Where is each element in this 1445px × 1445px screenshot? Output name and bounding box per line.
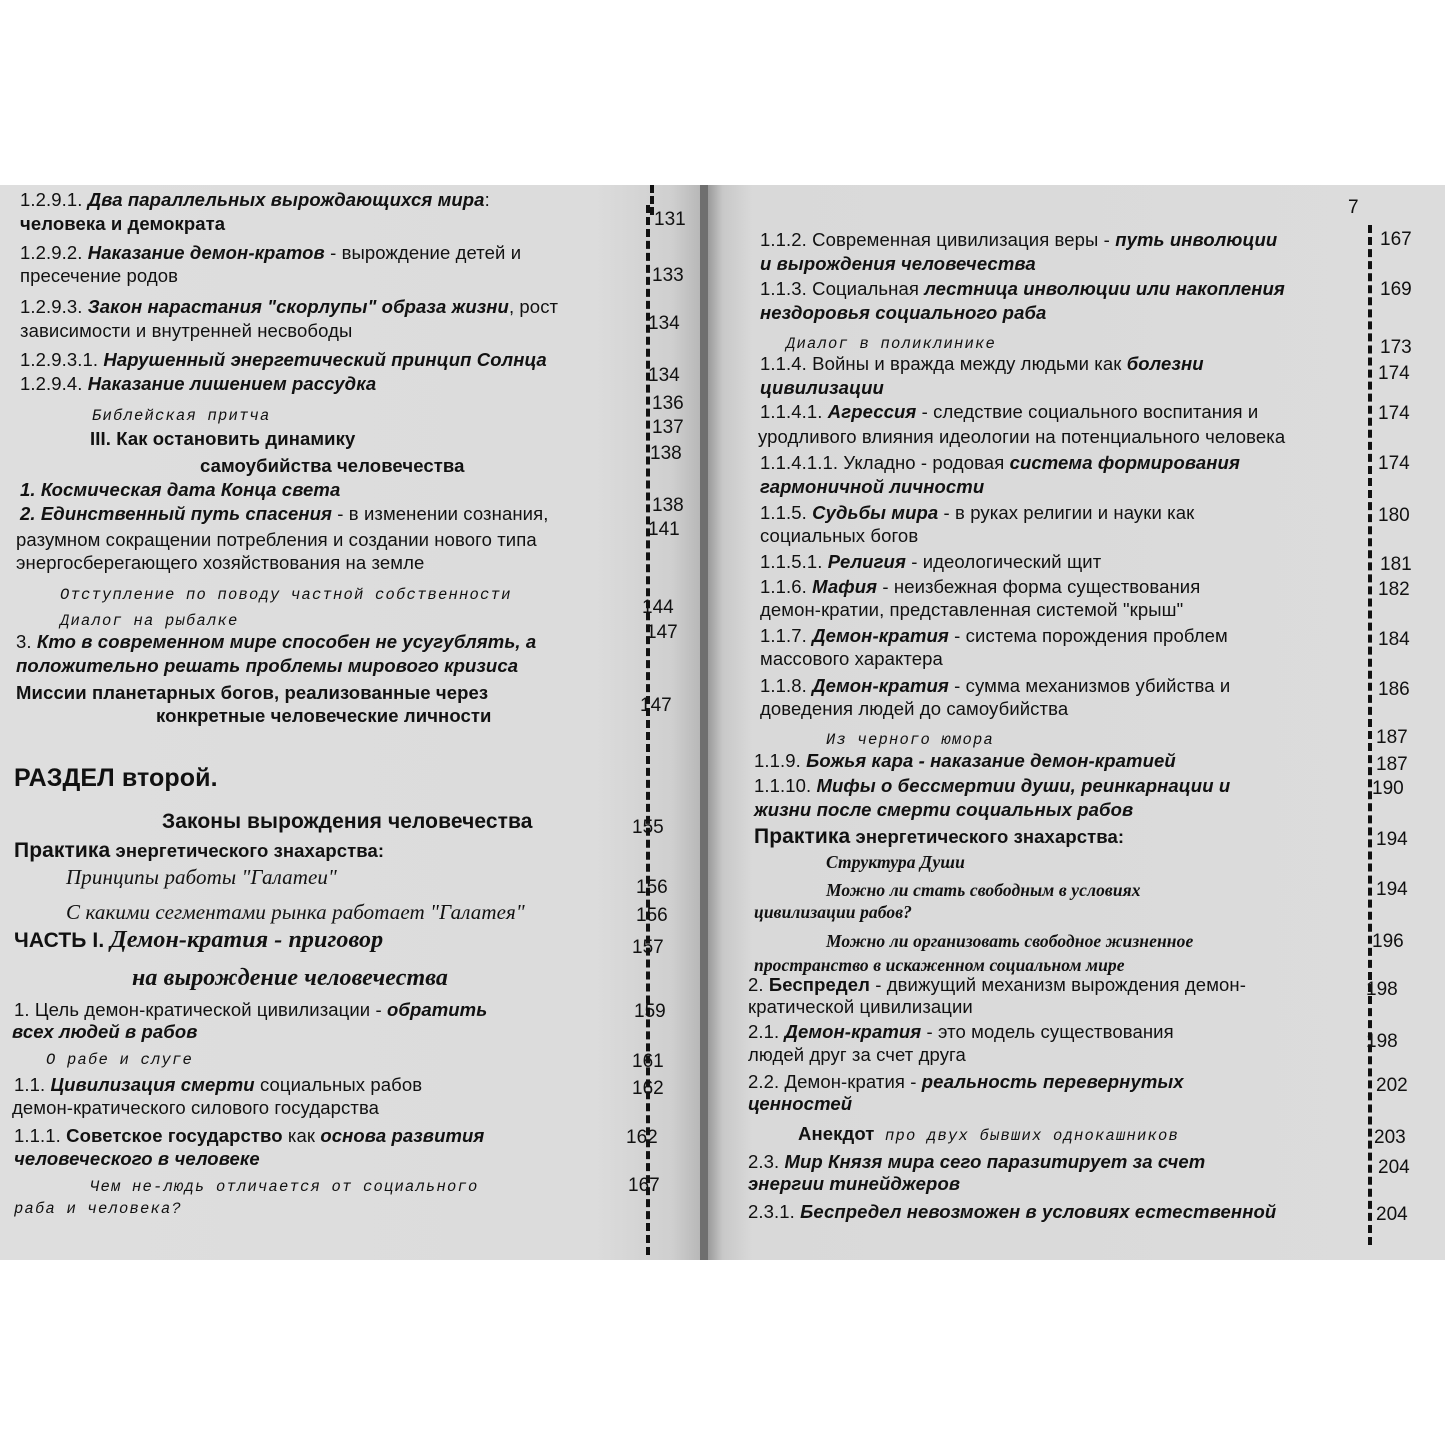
toc-page-number: 173	[1380, 337, 1412, 358]
toc-entry-text: 1.2.9.2.	[20, 242, 88, 263]
toc-page-number: 181	[1380, 554, 1412, 575]
toc-entry	[14, 1148, 260, 1170]
toc-entry	[90, 1174, 479, 1198]
toc-entry-text: Цивилизация смерти	[50, 1074, 255, 1095]
toc-page-number: 194	[1376, 879, 1408, 900]
toc-entry-text: энергии тинейджеров	[748, 1173, 961, 1194]
toc-entry	[760, 698, 1068, 720]
toc-entry-text: 1.1.6.	[760, 576, 813, 597]
toc-entry-text: Религия	[827, 551, 906, 572]
toc-entry	[760, 229, 1277, 251]
toc-entry-text: 1.1.5.	[760, 502, 813, 523]
toc-entry	[760, 525, 918, 547]
toc-entry-text: 2.3.1.	[748, 1201, 801, 1222]
toc-entry	[20, 503, 548, 525]
toc-page-number: 196	[1372, 931, 1404, 952]
toc-page-number: 174	[1378, 453, 1410, 474]
toc-entry-text: Диалог на рыбалке	[60, 612, 239, 630]
toc-entry-text: самоубийства человечества	[200, 455, 465, 476]
toc-entry-text: Наказание лишением рассудка	[87, 373, 377, 394]
toc-entry	[14, 764, 218, 792]
toc-entry	[14, 929, 383, 952]
toc-entry-text: жизни после смерти социальных рабов	[754, 799, 1134, 820]
toc-entry-text: - следствие социального воспитания и	[916, 401, 1259, 422]
toc-entry-text: система формирования	[1009, 452, 1240, 473]
toc-entry	[748, 996, 973, 1018]
toc-entry	[748, 1201, 1276, 1223]
toc-entry-text: - в изменении сознания,	[332, 503, 549, 524]
toc-entry-text: про двух бывших однокашников	[874, 1127, 1179, 1145]
toc-entry-text: - сумма механизмов убийства и	[948, 675, 1231, 696]
toc-entry-text: 1.2.9.1.	[20, 189, 88, 210]
toc-page-number: 184	[1378, 629, 1410, 650]
toc-entry-text: 3.	[16, 631, 37, 652]
toc-entry-text: 1.1.9.	[754, 750, 807, 771]
toc-entry-text: - система порождения проблем	[948, 625, 1228, 646]
toc-page-number: 157	[632, 937, 664, 958]
toc-entry-text: Анекдот	[798, 1123, 875, 1144]
toc-entry	[12, 1097, 379, 1119]
toc-entry	[748, 1044, 966, 1066]
toc-entry-text: как	[282, 1125, 321, 1146]
dashed-leader-rule	[1368, 225, 1372, 1245]
toc-page-number: 174	[1378, 363, 1410, 384]
toc-entry	[826, 879, 1141, 901]
toc-entry	[760, 675, 1230, 697]
toc-entry-text: 2.3.	[748, 1151, 785, 1172]
toc-entry	[826, 851, 965, 873]
toc-entry-text: массового характера	[760, 648, 943, 669]
toc-entry-text: Божья кара - наказание демон-кратией	[806, 750, 1176, 771]
toc-entry-text: 1.1.4. Войны и вражда между людьми как	[760, 353, 1127, 374]
toc-entry-text: 1.2.9.4.	[20, 373, 88, 394]
toc-entry	[754, 799, 1133, 821]
toc-entry-text: 1.1.1.	[14, 1125, 67, 1146]
toc-entry	[826, 727, 994, 751]
toc-entry	[748, 1021, 1174, 1043]
toc-page-number: 156	[636, 905, 668, 926]
toc-entry	[156, 705, 492, 727]
toc-page-number: 203	[1374, 1127, 1406, 1148]
toc-entry-text: Два параллельных вырождающихся мира	[87, 189, 485, 210]
page-number: 7	[1348, 197, 1359, 218]
toc-entry-text: Законы вырождения человечества	[162, 810, 533, 833]
toc-entry	[20, 213, 225, 235]
toc-entry-text: нездоровья социального раба	[760, 302, 1047, 323]
toc-entry	[760, 502, 1194, 524]
toc-entry-text: - неизбежная форма существования	[877, 576, 1201, 597]
toc-entry	[60, 582, 512, 606]
toc-entry	[20, 320, 352, 342]
toc-entry	[16, 552, 424, 574]
toc-entry-text: путь инволюции	[1115, 229, 1278, 250]
toc-entry	[16, 682, 488, 704]
toc-entry-text: энергетического знахарства:	[110, 840, 385, 861]
toc-entry	[760, 377, 884, 399]
toc-entry-text: Практика	[754, 825, 851, 848]
toc-entry-text: 1.1.4.1.1. Укладно - родовая	[760, 452, 1010, 473]
toc-page-number: 162	[632, 1078, 664, 1099]
toc-entry	[760, 353, 1204, 375]
toc-entry	[90, 428, 355, 450]
toc-entry-text: Советское государство	[66, 1125, 283, 1146]
toc-entry-text: :	[484, 189, 490, 210]
toc-page-number: 202	[1376, 1075, 1408, 1096]
toc-entry-text: 1.1.3. Социальная	[760, 278, 925, 299]
toc-entry	[162, 811, 533, 833]
toc-entry	[748, 1151, 1205, 1173]
toc-page-number: 204	[1378, 1157, 1410, 1178]
toc-entry	[748, 1173, 960, 1195]
toc-page-number: 198	[1366, 1031, 1398, 1052]
toc-entry	[754, 954, 1125, 976]
toc-entry	[14, 840, 384, 862]
toc-page-number: 187	[1376, 727, 1408, 748]
toc-page-number: 167	[1380, 229, 1412, 250]
toc-entry-text: Демон-кратия	[812, 675, 949, 696]
toc-entry	[16, 655, 518, 677]
toc-page-number: 167	[628, 1175, 660, 1196]
toc-entry	[60, 608, 239, 632]
toc-entry	[760, 401, 1258, 423]
toc-entry	[14, 999, 487, 1021]
toc-entry-text: 1.1.8.	[760, 675, 813, 696]
toc-entry-text: Можно ли организовать свободное жизненное	[826, 931, 1194, 951]
toc-entry	[20, 479, 340, 501]
toc-entry	[748, 1093, 852, 1115]
toc-entry	[760, 599, 1183, 621]
toc-page-number: 180	[1378, 505, 1410, 526]
left-page	[0, 185, 700, 1260]
toc-entry	[14, 1125, 484, 1147]
toc-page-number: 137	[652, 417, 684, 438]
toc-entry	[760, 278, 1285, 300]
toc-entry-text: Демон-кратия - приговор	[110, 927, 384, 953]
toc-entry-text: 2. Единственный путь спасения	[20, 503, 333, 524]
toc-page-number: 131	[654, 209, 686, 230]
toc-entry	[46, 1047, 193, 1071]
toc-entry	[92, 403, 271, 427]
toc-entry	[798, 1123, 1179, 1147]
toc-entry-text: на вырождение человечества	[132, 965, 448, 991]
toc-entry	[20, 189, 490, 211]
toc-entry-text: Мафия	[812, 576, 878, 597]
toc-page-number: 174	[1378, 403, 1410, 424]
toc-entry-text: Мир Князя мира сего паразитирует за счет	[784, 1151, 1206, 1172]
toc-entry-text: пресечение родов	[20, 265, 179, 286]
toc-entry	[20, 349, 547, 371]
toc-entry-text: социальных богов	[760, 525, 919, 546]
toc-entry-text: всех людей в рабов	[12, 1021, 198, 1042]
toc-entry-text: Нарушенный энергетический принцип Солнца	[103, 349, 547, 370]
toc-entry-text: 2.1.	[748, 1021, 785, 1042]
toc-entry	[20, 265, 178, 287]
toc-entry-text: 1.1.	[14, 1074, 51, 1095]
toc-page-number: 141	[648, 519, 680, 540]
toc-page-number: 204	[1376, 1204, 1408, 1225]
toc-page-number: 134	[648, 313, 680, 334]
toc-page-number: 159	[634, 1001, 666, 1022]
toc-entry-text: 1. Космическая дата Конца света	[20, 479, 341, 500]
toc-page-number: 169	[1380, 279, 1412, 300]
toc-entry-text: обратить	[386, 999, 488, 1020]
toc-entry	[748, 974, 1246, 996]
toc-entry	[760, 576, 1200, 598]
toc-page-number: 190	[1372, 778, 1404, 799]
toc-page-number: 198	[1366, 979, 1398, 1000]
toc-entry-text: и вырождения человечества	[760, 253, 1036, 274]
toc-entry-text: пространство в искаженном социальном мире	[754, 955, 1125, 975]
toc-entry-text: Библейская притча	[92, 407, 271, 425]
toc-entry-text: 2.2. Демон-кратия -	[748, 1071, 922, 1092]
toc-entry-text: гармоничной личности	[760, 476, 985, 497]
toc-entry-text: - движущий механизм вырождения демон-	[869, 974, 1246, 995]
toc-entry	[760, 551, 1101, 573]
toc-entry-text: ЧАСТЬ I.	[14, 929, 111, 952]
toc-entry-text: доведения людей до самоубийства	[760, 698, 1069, 719]
toc-entry	[826, 930, 1193, 952]
toc-entry-text: , рост	[508, 296, 559, 317]
toc-entry-text: 1.1.7.	[760, 625, 813, 646]
toc-entry-text: цивилизации рабов?	[754, 902, 913, 922]
toc-entry-text: - в руках религии и науки как	[938, 502, 1195, 523]
toc-entry	[754, 826, 1124, 848]
toc-entry	[754, 750, 1176, 772]
toc-entry-text: - это модель существования	[921, 1021, 1174, 1042]
toc-entry	[754, 901, 912, 923]
toc-entry-text: Диалог в поликлинике	[786, 335, 997, 353]
toc-entry-text: Из черного юмора	[826, 731, 995, 749]
toc-entry-text: 1.1.2. Современная цивилизация веры -	[760, 229, 1116, 250]
toc-entry-text: 2.	[748, 974, 769, 995]
toc-entry-text: болезни	[1126, 353, 1204, 374]
toc-entry	[132, 967, 448, 990]
toc-entry-text: положительно решать проблемы мирового кризиса	[16, 655, 519, 676]
toc-entry	[760, 452, 1240, 474]
toc-page-number: 194	[1376, 829, 1408, 850]
toc-entry-text: Агрессия	[827, 401, 917, 422]
toc-entry-text: ценностей	[748, 1093, 853, 1114]
toc-entry-text: 1. Цель демон-кратической цивилизации -	[14, 999, 387, 1020]
toc-entry-text: человеческого в человеке	[14, 1148, 260, 1169]
toc-entry-text: Демон-кратия	[812, 625, 949, 646]
toc-page-number: 138	[652, 495, 684, 516]
toc-entry	[12, 1021, 198, 1043]
book-gutter	[700, 185, 708, 1260]
toc-entry-text: разумном сокращении потребления и создании нового типа	[16, 529, 537, 550]
toc-entry-text: зависимости и внутренней несвободы	[20, 320, 353, 341]
book-spread	[0, 185, 1445, 1260]
toc-entry	[754, 775, 1230, 797]
toc-entry	[20, 242, 521, 264]
toc-entry	[758, 426, 1285, 448]
toc-page-number: 155	[632, 817, 664, 838]
toc-entry-text: Кто в современном мире способен не усугублять, а	[36, 631, 537, 652]
toc-entry-text: демон-кратического силового государства	[12, 1097, 380, 1118]
toc-entry	[20, 296, 558, 318]
toc-entry-text: социальных рабов	[254, 1074, 423, 1095]
toc-entry-text: Чем не-людь отличается от социального	[90, 1178, 479, 1196]
toc-entry	[786, 331, 996, 355]
toc-entry-text: демон-кратии, представленная системой "крыш"	[760, 599, 1184, 620]
toc-page-number: 187	[1376, 754, 1408, 775]
toc-page-number: 162	[626, 1127, 658, 1148]
toc-page-number: 182	[1378, 579, 1410, 600]
toc-entry-text: человека и демократа	[20, 213, 226, 234]
toc-entry-text: - идеологический щит	[905, 551, 1102, 572]
toc-entry-text: Можно ли стать свободным в условиях	[826, 880, 1141, 900]
toc-entry-text: Демон-кратия	[784, 1021, 922, 1042]
toc-page-number: 144	[642, 597, 674, 618]
toc-entry-text: Миссии планетарных богов, реализованные через	[16, 682, 489, 703]
toc-page-number: 133	[652, 265, 684, 286]
toc-entry-text: людей друг за счет друга	[748, 1044, 966, 1065]
toc-entry-text: РАЗДЕЛ второй.	[14, 764, 218, 792]
toc-entry-text: Структура Души	[826, 852, 965, 872]
toc-entry-text: 1.2.9.3.1.	[20, 349, 104, 370]
toc-entry	[16, 529, 537, 551]
toc-entry	[760, 302, 1046, 324]
toc-entry	[760, 648, 943, 670]
toc-page-number: 147	[646, 622, 678, 643]
toc-entry	[14, 1074, 422, 1096]
toc-entry	[760, 476, 984, 498]
toc-entry-text: - вырождение детей и	[324, 242, 522, 263]
toc-entry-text: Отступление по поводу частной собственности	[60, 586, 512, 604]
toc-entry-text: Принципы работы "Галатеи"	[66, 865, 337, 889]
toc-entry-text: 1.1.4.1.	[760, 401, 828, 422]
toc-page-number: 147	[640, 695, 672, 716]
toc-entry-text: Закон нарастания "скорлупы" образа жизни	[87, 296, 509, 317]
toc-entry	[14, 1196, 182, 1220]
toc-entry	[66, 901, 525, 924]
toc-entry-text: 1.1.10.	[754, 775, 817, 796]
toc-entry-text: С какими сегментами рынка работает "Галатея"	[66, 900, 525, 924]
toc-page-number: 156	[636, 877, 668, 898]
toc-entry-text: конкретные человеческие личности	[156, 705, 492, 726]
toc-entry-text: Беспредел	[768, 974, 870, 995]
toc-page-number: 136	[652, 393, 684, 414]
toc-entry-text: лестница инволюции или накопления	[924, 278, 1285, 299]
toc-entry	[748, 1071, 1184, 1093]
toc-entry-text: кратической цивилизации	[748, 996, 973, 1017]
toc-entry-text: энергетического знахарства:	[850, 826, 1125, 847]
toc-entry-text: О рабе и слуге	[46, 1051, 194, 1069]
toc-entry-text: реальность перевернутых	[921, 1071, 1184, 1092]
right-page	[708, 185, 1445, 1260]
toc-entry-text: энергосберегающего хозяйствования на земле	[16, 552, 425, 573]
toc-entry	[760, 253, 1036, 275]
toc-entry	[66, 866, 337, 889]
toc-entry	[16, 631, 536, 653]
toc-entry	[20, 373, 376, 395]
toc-entry-text: Практика	[14, 839, 111, 862]
toc-entry-text: раба и человека?	[14, 1200, 183, 1218]
toc-page-number: 186	[1378, 679, 1410, 700]
toc-entry	[760, 625, 1228, 647]
toc-entry-text: 1.1.5.1.	[760, 551, 828, 572]
toc-page-number: 134	[648, 365, 680, 386]
toc-entry-text: цивилизации	[760, 377, 884, 398]
toc-entry-text: Беспредел невозможен в условиях естественной	[800, 1201, 1277, 1222]
toc-entry-text: III. Как остановить динамику	[90, 428, 356, 449]
toc-page-number: 161	[632, 1051, 664, 1072]
toc-entry-text: Судьбы мира	[812, 502, 939, 523]
toc-entry-text: уродливого влияния идеологии на потенциального человека	[758, 426, 1286, 447]
toc-entry-text: Наказание демон-кратов	[87, 242, 325, 263]
toc-entry	[200, 455, 465, 477]
toc-entry-text: Мифы о бессмертии души, реинкарнации и	[816, 775, 1231, 796]
toc-entry-text: основа развития	[320, 1125, 485, 1146]
toc-page-number: 138	[650, 443, 682, 464]
toc-entry-text: 1.2.9.3.	[20, 296, 88, 317]
